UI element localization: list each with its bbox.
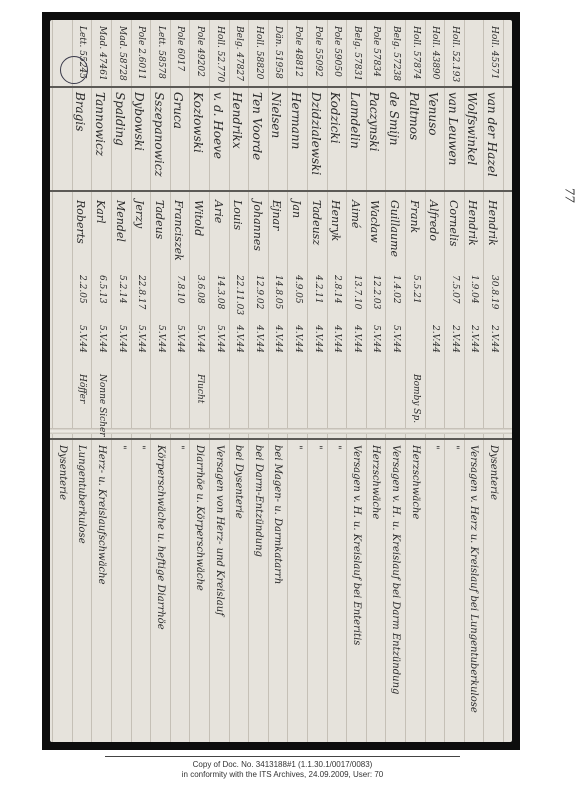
row-firstname: Arie: [211, 200, 225, 224]
archive-footer: [0, 760, 565, 780]
row-firstname: Hendrik: [466, 200, 480, 246]
row-firstname: Jan: [290, 200, 303, 219]
row-death-date: 5.V.44: [136, 325, 147, 353]
row-surname: Kodzicki: [328, 92, 343, 144]
row-death-date: 4.V.44: [273, 325, 284, 353]
row-cause: ": [292, 445, 303, 450]
row-surname: v. d. Hoeve: [210, 92, 225, 159]
row-death-date: 5.V.44: [214, 325, 225, 353]
row-death-date: 5.V.44: [155, 325, 166, 353]
row-death-date: 4.V.44: [234, 325, 245, 353]
row-cause: ": [135, 445, 147, 450]
row-death-date: 5.V.44: [195, 325, 205, 353]
row-surname: Venuso: [426, 92, 441, 136]
row-number: Pole 57834: [371, 26, 382, 77]
row-birthdate: 2.8.14: [332, 275, 343, 304]
row-cause: ": [115, 445, 127, 450]
row-birthdate: 7.8.10: [175, 275, 186, 304]
row-number: Pole 55092: [312, 26, 323, 77]
row-firstname: Hendrik: [486, 200, 499, 246]
row-surname: van Leuwen: [445, 92, 460, 166]
row-cause: ": [311, 445, 323, 450]
row-cause: Körperschwäche u. heftige Diarrhöe: [154, 445, 166, 630]
row-number: Holl. 45571: [489, 26, 499, 80]
row-number: Holl. 57874: [410, 26, 421, 80]
row-firstname: Tadeus: [152, 200, 166, 240]
row-cause: bei Dysenterie: [233, 445, 245, 519]
row-birthdate: 6.5.13: [97, 275, 107, 304]
row-surname: Dzidzialewski: [308, 92, 323, 176]
row-surname: Hendrikx: [230, 92, 245, 149]
row-number: Holl. 52.770: [214, 26, 225, 83]
row-number: Belg. 57238: [391, 26, 401, 81]
row-death-date: 4.V.44: [332, 325, 343, 353]
row-number: Pole 48812: [293, 26, 303, 77]
footer-divider: [105, 756, 460, 757]
row-surname: de Smijn: [387, 92, 401, 146]
row-cause: Versagen v. H. u. Kreislauf bei Darm Entzündung: [390, 445, 401, 695]
row-birthdate: 2.2.05: [77, 275, 88, 304]
row-firstname: Franciszek: [172, 200, 186, 261]
row-birthdate: 5.2.14: [116, 275, 127, 304]
row-firstname: Frank: [407, 200, 421, 234]
row-death-date: 5.V.44: [175, 325, 186, 353]
row-firstname: Roberts: [74, 200, 88, 244]
row-cause: Versagen v. H. u. Kreislauf bei Enteritis: [350, 445, 362, 646]
row-cause: Lungentuberkulose: [76, 445, 88, 544]
circular-stamp: [60, 56, 88, 84]
row-death-date: 2.V.44: [430, 325, 441, 353]
row-cause: Herz- u. Kreislaufschwäche: [96, 445, 107, 585]
row-surname: Wolfswinkel: [465, 92, 480, 166]
margin-note: 77: [562, 187, 577, 203]
row-number: Lett. 58578: [155, 26, 166, 79]
row-surname: Tannowicz: [93, 92, 107, 157]
row-surname: Sszepanowicz: [151, 92, 166, 177]
row-death-date: 2.V.44: [489, 325, 499, 353]
row-number: Belg. 57831: [351, 26, 362, 81]
row-cause: Herzschwäche: [370, 445, 382, 520]
row-firstname: Louis: [231, 200, 245, 231]
row-surname: Paltmos: [406, 92, 421, 141]
row-birthdate: 14.8.05: [273, 275, 284, 310]
row-surname: Nielsen: [269, 92, 284, 139]
row-birthdate: 1.9.04: [469, 275, 480, 304]
row-cause: Dysenterie: [56, 445, 68, 500]
row-death-date: 5.V.44: [371, 325, 382, 353]
row-cause: Diarrhöe u. Körperschwäche: [194, 445, 205, 591]
row-firstname: Jerzy: [133, 200, 147, 229]
paper-sheet: [50, 20, 512, 742]
row-place: Flucht: [195, 374, 205, 404]
row-death-date: 4.V.44: [253, 325, 264, 353]
row-birthdate: 14.3.08: [214, 275, 225, 310]
row-firstname: Tadeusz: [309, 200, 323, 246]
row-place: Nonne Sicher: [97, 374, 107, 437]
row-cause: bei Darm-Entzündung: [252, 445, 264, 557]
row-death-date: 4.V.44: [293, 325, 303, 353]
row-surname: Lamdelin: [347, 92, 362, 149]
row-number: Mad. 47461: [97, 26, 107, 81]
row-firstname: Witold: [192, 200, 205, 237]
row-death-date: 5.V.44: [77, 325, 88, 353]
row-place: Höffer: [77, 374, 88, 404]
row-birthdate: 5.5.21: [410, 275, 421, 304]
row-birthdate: 4.2.11: [312, 275, 323, 304]
row-number: Pole 6017: [175, 26, 186, 72]
row-surname: Bragis: [73, 92, 88, 132]
ruled-line: [503, 20, 504, 742]
row-cause: Versagen von Herz- und Kreislauf: [213, 445, 225, 616]
row-firstname: Cornelis: [446, 200, 460, 247]
row-birthdate: 3.6.08: [195, 275, 205, 304]
row-surname: van der Hazel: [485, 92, 499, 177]
row-number: Holl. 58820: [253, 26, 264, 80]
scanned-document: [42, 12, 577, 750]
footer-line-1: Copy of Doc. No. 3413188#1 (1.1.30.1/0017/0083): [192, 760, 373, 769]
row-surname: Spalding: [112, 92, 127, 146]
row-place: Bomby Sp.: [410, 374, 421, 424]
row-surname: Gruca: [171, 92, 186, 129]
row-surname: Paczynski: [367, 92, 382, 152]
row-birthdate: 13.7.10: [351, 275, 362, 310]
row-cause: ": [429, 445, 441, 450]
row-birthdate: 1.4.02: [391, 275, 401, 304]
row-number: Pole 49202: [195, 26, 205, 77]
row-firstname: Guillaume: [388, 200, 401, 258]
rotated-ledger: [50, 20, 512, 742]
row-number: Belg. 47827: [234, 26, 245, 81]
row-firstname: Aimé: [348, 200, 362, 229]
row-surname: Dybowski: [132, 92, 147, 151]
row-number: Holl. 52.193: [449, 26, 460, 83]
row-firstname: Wacław: [368, 200, 382, 243]
row-number: Lett. 55245: [77, 26, 88, 79]
row-birthdate: 12.2.03: [371, 275, 382, 310]
row-number: Pole 59050: [332, 26, 343, 77]
row-death-date: 4.V.44: [312, 325, 323, 353]
row-number: Mad. 58728: [116, 26, 127, 81]
row-firstname: Mendel: [113, 200, 127, 242]
ledger-row: [45, 20, 71, 742]
row-cause: ": [448, 445, 460, 450]
row-death-date: 4.V.44: [351, 325, 362, 353]
row-cause: Versagen v. Herz u. Kreislauf bei Lungentuberkulose: [468, 445, 480, 713]
row-cause: bei Magen- u. Darmkatarrh: [272, 445, 284, 585]
row-cause: Dysenterie: [488, 445, 499, 500]
row-death-date: 5.V.44: [97, 325, 107, 353]
row-death-date: 2.V.44: [449, 325, 460, 353]
row-birthdate: 7.5.07: [449, 275, 460, 304]
row-firstname: Alfredo: [427, 200, 441, 241]
row-number: Pole 2.6011: [136, 26, 147, 80]
row-death-date: 2.V.44: [469, 325, 480, 353]
row-cause: ": [331, 445, 343, 450]
row-birthdate: 12.9.02: [253, 275, 264, 310]
row-death-date: 5.V.44: [116, 325, 127, 353]
row-number: Holl. 43890: [430, 26, 441, 80]
row-surname: Ten Voorde: [249, 92, 264, 161]
row-firstname: Karl: [94, 200, 107, 224]
row-birthdate: 4.9.05: [293, 275, 303, 304]
row-firstname: Henryk: [329, 200, 343, 242]
footer-line-2: in conformity with the ITS Archives, 24.09.2009, User: 70: [181, 770, 384, 779]
row-firstname: Johannes: [250, 200, 264, 251]
row-firstname: Ejnar: [270, 200, 284, 231]
row-birthdate: 22.8.17: [136, 275, 147, 310]
row-cause: ": [174, 445, 186, 450]
row-birthdate: 30.8.19: [489, 275, 499, 310]
row-surname: Kozłowski: [191, 92, 205, 153]
row-number: Dän. 51958: [273, 26, 284, 79]
row-surname: Hermann: [289, 92, 303, 150]
row-birthdate: 22.11.03: [234, 275, 245, 316]
row-cause: Herzschwäche: [409, 445, 421, 520]
row-death-date: 5.V.44: [391, 325, 401, 353]
